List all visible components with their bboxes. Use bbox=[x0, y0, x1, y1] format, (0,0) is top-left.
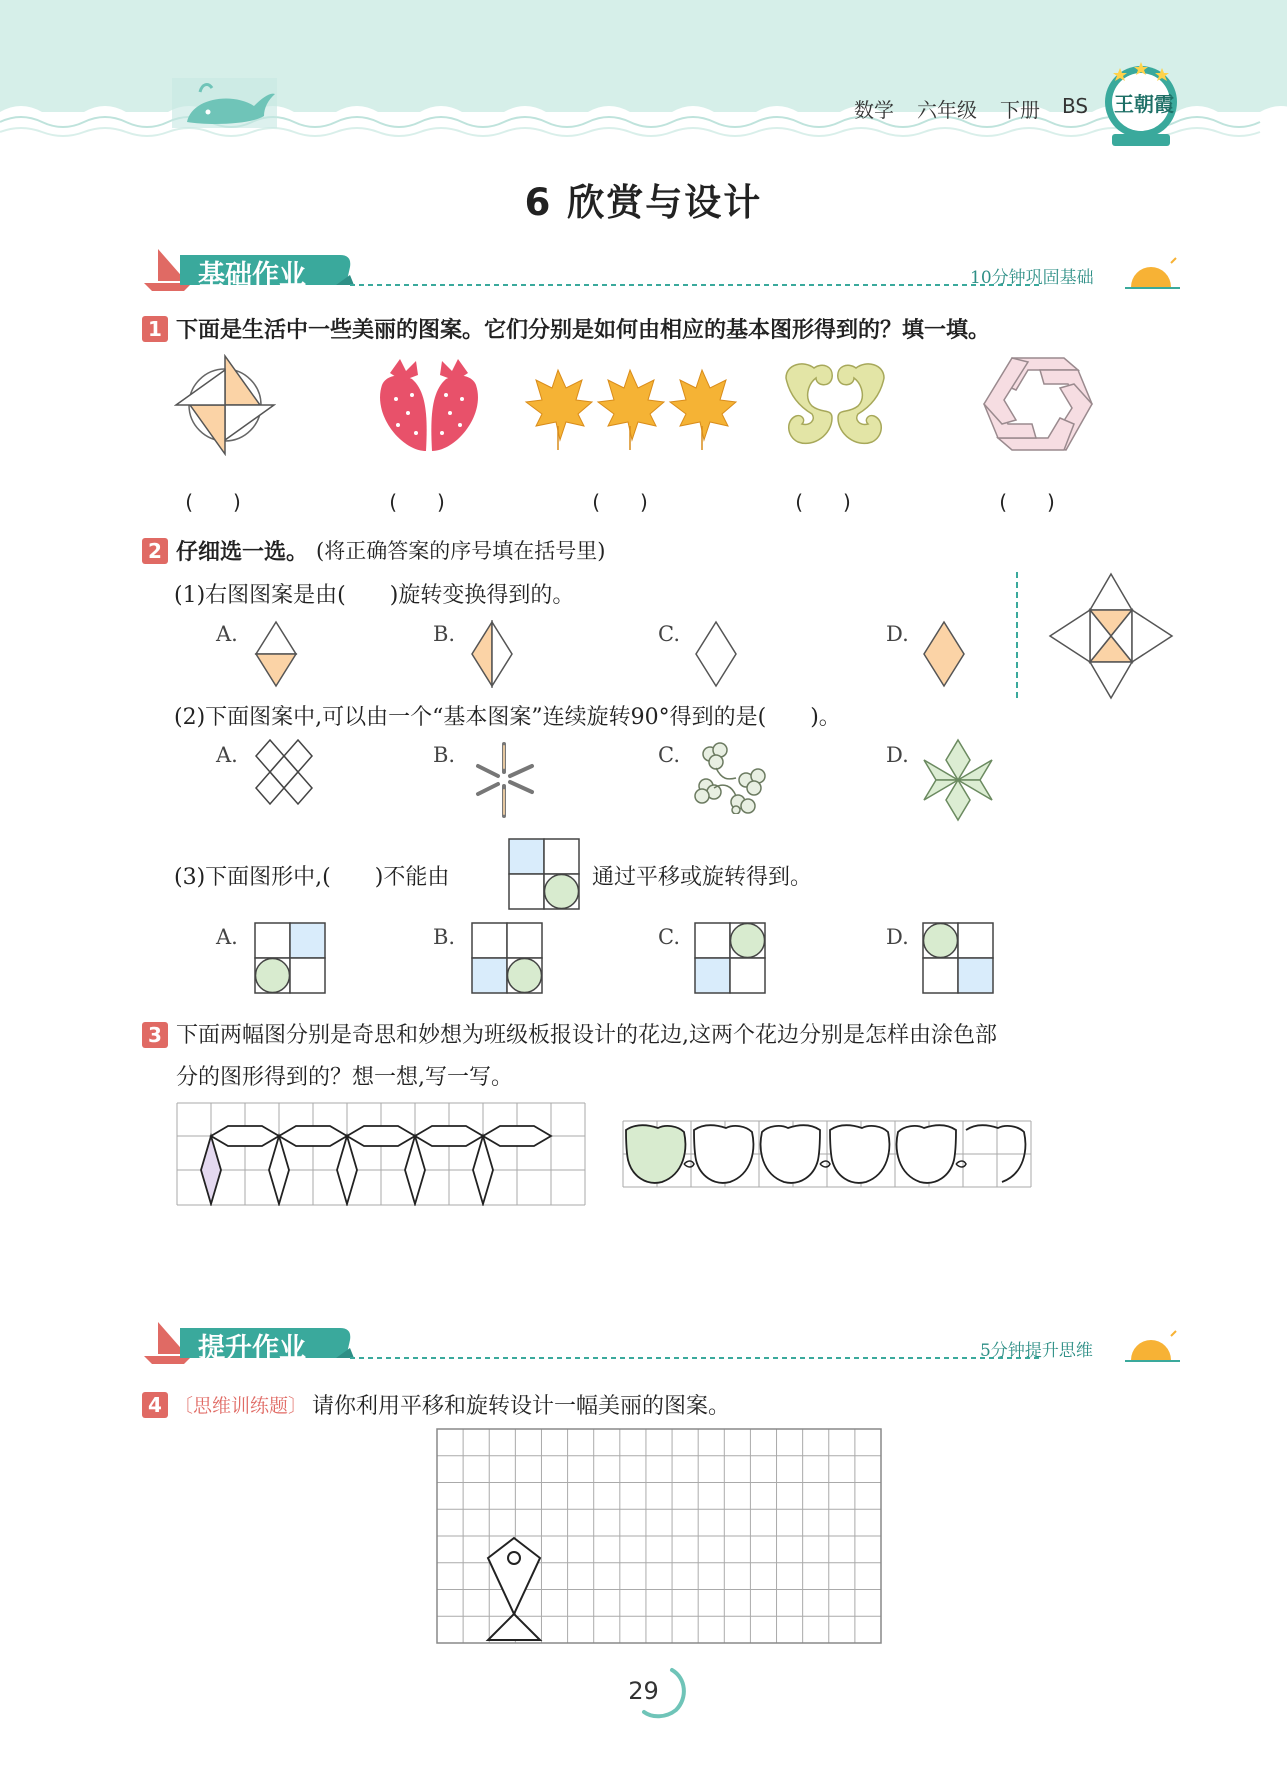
brand-logo bbox=[1100, 58, 1182, 148]
section-advanced-label: 提升作业 bbox=[198, 1333, 306, 1364]
subject-label: 数学 bbox=[854, 98, 894, 122]
q2-sub1-option-c[interactable]: C. bbox=[658, 622, 680, 646]
page-title: 6 欣赏与设计 bbox=[524, 181, 763, 224]
maple-leaf-icon bbox=[522, 366, 740, 452]
q2-number: 2 bbox=[142, 538, 168, 564]
option-a-figure bbox=[254, 922, 326, 994]
q2-sub3-text-before: (3)下面图形中,( )不能由 bbox=[174, 865, 450, 890]
q3-line2: 分的图形得到的？想一想,写一写。 bbox=[176, 1065, 513, 1090]
hexagram-icon bbox=[922, 738, 994, 822]
q1-blank-3[interactable]: ( ) bbox=[592, 490, 648, 514]
section-advanced-header bbox=[140, 1318, 1180, 1366]
q2-sub3-base-figure bbox=[508, 838, 580, 910]
pencil-star-icon bbox=[468, 738, 540, 820]
section-basic-label: 基础作业 bbox=[198, 260, 306, 291]
grade-label: 六年级 bbox=[917, 98, 977, 122]
q2-sub2-text: (2)下面图案中,可以由一个“基本图案”连续旋转90°得到的是( )。 bbox=[174, 705, 841, 730]
clover-icon bbox=[692, 740, 772, 814]
rhombus-b-icon bbox=[470, 620, 514, 688]
design-grid[interactable] bbox=[436, 1428, 882, 1644]
strawberry-icon bbox=[372, 355, 486, 455]
rhombus-c-icon bbox=[694, 620, 738, 688]
rhombus-a-icon bbox=[254, 620, 298, 688]
q2-sub1-option-a[interactable]: A. bbox=[216, 622, 238, 646]
page-number: 29 bbox=[628, 1677, 659, 1705]
q2-sub3-option-c[interactable]: C. bbox=[658, 925, 680, 949]
q4-tag: 〔思维训练题〕 bbox=[174, 1395, 308, 1417]
q2-sub2-option-a[interactable]: A. bbox=[216, 743, 238, 767]
option-b-figure bbox=[471, 922, 543, 994]
q1-blank-5[interactable]: ( ) bbox=[999, 490, 1055, 514]
q2-sub1-option-d[interactable]: D. bbox=[886, 622, 909, 646]
section-basic-header bbox=[140, 245, 1180, 293]
brand-name: 王朝霞 bbox=[1114, 92, 1174, 116]
q2-sub2-option-b[interactable]: B. bbox=[433, 743, 456, 767]
q2-sub3-option-d[interactable]: D. bbox=[886, 925, 909, 949]
q2-sub1-option-b[interactable]: B. bbox=[433, 622, 456, 646]
section-advanced-note: 5分钟提升思维 bbox=[980, 1341, 1093, 1361]
q2-sub3-option-b[interactable]: B. bbox=[433, 925, 456, 949]
page-number-swirl-icon bbox=[628, 1664, 688, 1720]
option-d-figure bbox=[922, 922, 994, 994]
q4-text: 请你利用平移和旋转设计一幅美丽的图案。 bbox=[312, 1394, 731, 1419]
q2-hint: (将正确答案的序号填在括号里) bbox=[316, 539, 606, 563]
q2-sub2-option-c[interactable]: C. bbox=[658, 743, 680, 767]
pinwheel-icon bbox=[174, 354, 276, 456]
q3-line1: 下面两幅图分别是奇思和妙想为班级板报设计的花边,这两个花边分别是怎样由涂色部 bbox=[176, 1023, 997, 1048]
border-pattern-grid-2 bbox=[622, 1120, 1032, 1188]
rotation-figure-icon bbox=[1048, 572, 1174, 700]
scroll-ornament-icon bbox=[782, 358, 888, 450]
edition-label: BS bbox=[1062, 94, 1089, 118]
q1-blank-4[interactable]: ( ) bbox=[795, 490, 851, 514]
divider-dashed bbox=[1016, 572, 1018, 698]
hexagon-knot-icon bbox=[982, 354, 1094, 454]
q2-sub1-text: (1)右图图案是由( )旋转变换得到的。 bbox=[174, 583, 575, 608]
section-basic-note: 10分钟巩固基础 bbox=[970, 268, 1094, 288]
q2-sub3-option-a[interactable]: A. bbox=[216, 925, 238, 949]
q1-blank-2[interactable]: ( ) bbox=[389, 490, 445, 514]
volume-label: 下册 bbox=[1000, 98, 1040, 122]
q2-sub2-option-d[interactable]: D. bbox=[886, 743, 909, 767]
q2-text: 仔细选一选。 bbox=[176, 540, 309, 565]
q1-text: 下面是生活中一些美丽的图案。它们分别是如何由相应的基本图形得到的？填一填。 bbox=[176, 318, 991, 343]
rhombus-d-icon bbox=[922, 620, 966, 688]
border-pattern-grid-1 bbox=[176, 1102, 586, 1206]
q2-sub3-text-after: 通过平移或旋转得到。 bbox=[592, 865, 813, 890]
diamond-grid-icon bbox=[254, 738, 314, 810]
sunrise-icon-2 bbox=[1125, 1330, 1180, 1364]
sunrise-icon bbox=[1125, 257, 1180, 291]
whale-icon bbox=[172, 78, 277, 128]
q4-number: 4 bbox=[142, 1392, 168, 1418]
q1-blank-1[interactable]: ( ) bbox=[185, 490, 241, 514]
q1-number: 1 bbox=[142, 316, 168, 342]
option-c-figure bbox=[694, 922, 766, 994]
q3-number: 3 bbox=[142, 1022, 168, 1048]
